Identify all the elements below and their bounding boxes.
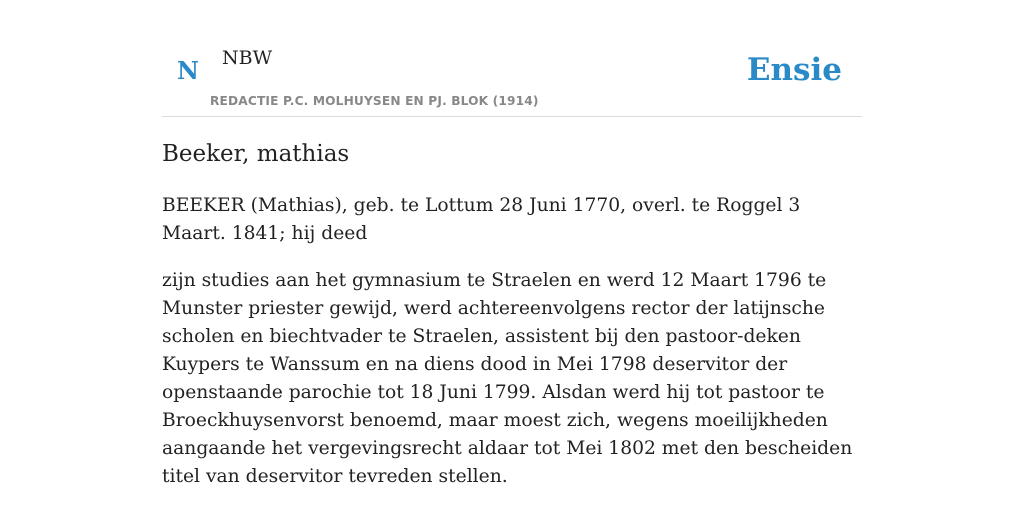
source-logo[interactable]: N [177,56,199,85]
article-paragraph: zijn studies aan het gymnasium te Straelen en werd 12 Maart 1796 te Munster priester gewijd, werd achtereenvolgens rector der latijnsche scholen en biechtvader te Straelen, assistent bij den pastoor-deken Kuypers te Wanssum en na diens dood in Mei 1798 deservitor der openstaande parochie tot 18 Juni 1799. Alsdan werd hij tot pastoor te Broeckhuysenvorst benoemd, maar moest zich, wegens moeilijkheden aangaande het vergevingsrecht aldaar tot Mei 1802 met den bescheiden titel van deservitor tevreden stellen. [162,270,853,487]
article-body [162,192,866,510]
ensie-logo-link[interactable]: Ensie [746,52,842,88]
article-paragraph: BEEKER (Mathias), geb. te Lottum 28 Juni 1770, overl. te Roggel 3 Maart. 1841; hij deed [162,195,801,244]
article-title: Beeker, mathias [162,141,350,167]
source-editors: REDACTIE P.C. MOLHUYSEN EN PJ. BLOK (1914) [210,94,539,108]
source-name[interactable]: NBW [222,47,273,69]
page-header [162,0,862,117]
